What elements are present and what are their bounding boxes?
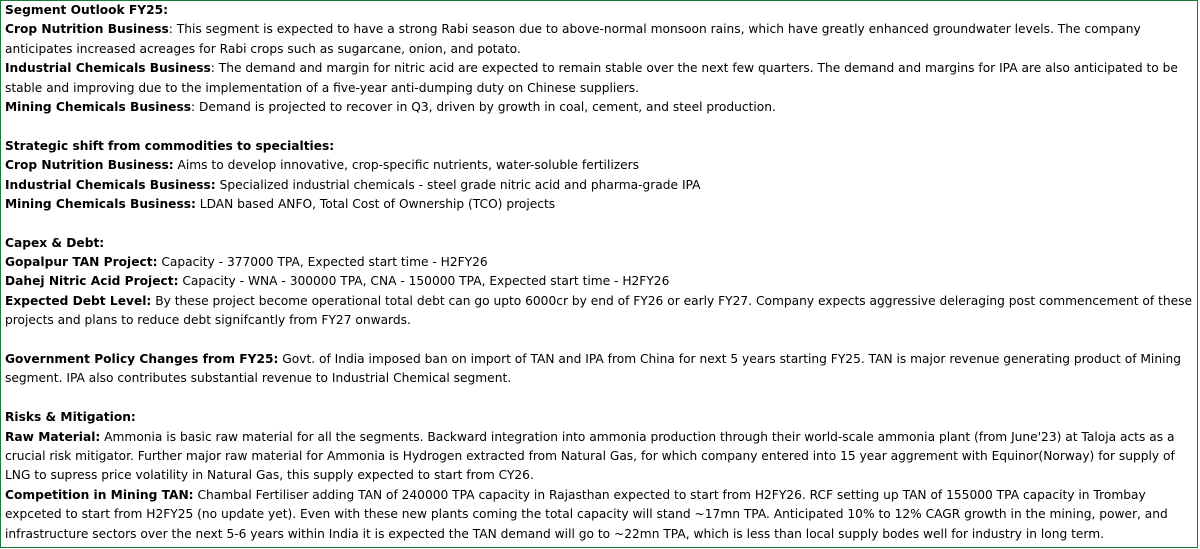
- strategic-crop-text: Aims to develop innovative, crop-specific nutrients, water-soluble fertilizers: [173, 158, 640, 173]
- mining-chemicals-text: : Demand is projected to recover in Q3, driven by growth in coal, cement, and steel production.: [191, 99, 776, 114]
- raw-material-line-2: [5, 447, 1193, 466]
- capex-debt-heading-line: [5, 234, 1193, 253]
- government-policy-text: Govt. of India imposed ban on import of TAN and IPA from China for next 5 years starting FY25. TAN is major revenue generating product of Mining: [278, 352, 1181, 367]
- strategic-mining-line: [5, 195, 1193, 214]
- gopalpur-project-text: Capacity - 377000 TPA, Expected start time - H2FY26: [157, 255, 488, 270]
- risks-heading: Risks & Mitigation:: [5, 410, 136, 425]
- expected-debt-line: [5, 292, 1193, 311]
- competition-text-2: expceted to start from H2FY25 (no update yet). Even with these new plants coming the total capacity will stand ~17mn TPA. Anticipated 10% to 12% CAGR growth in the mining, power, and: [5, 507, 1168, 522]
- strategic-crop-line: [5, 156, 1193, 175]
- government-policy-line-2: [5, 369, 1193, 388]
- raw-material-label: Raw Material:: [5, 429, 101, 444]
- competition-text: Chambal Fertiliser adding TAN of 240000 TPA capacity in Rajasthan expected to start from H2FY26. RCF setting up TAN of 155000 TPA capacity in Trombay: [193, 487, 1146, 502]
- expected-debt-line-2: [5, 311, 1193, 330]
- crop-nutrition-outlook-line: [5, 20, 1193, 39]
- industrial-chemicals-outlook-line-2: [5, 79, 1193, 98]
- mining-chemicals-outlook-line: [5, 98, 1193, 117]
- crop-nutrition-text: : This segment is expected to have a strong Rabi season due to above-normal monsoon rains, which have greatly enhanced groundwater levels. The company: [168, 22, 1141, 37]
- raw-material-line-3: [5, 466, 1193, 485]
- strategic-mining-label: Mining Chemicals Business:: [5, 196, 196, 211]
- industrial-chemicals-text-2: stable and improving due to the implementation of a five-year anti-dumping duty on Chinese suppliers.: [5, 80, 640, 95]
- gopalpur-project-label: Gopalpur TAN Project:: [5, 255, 158, 270]
- capex-debt-heading: Capex & Debt:: [5, 235, 105, 250]
- industrial-chemicals-label: Industrial Chemicals Business: [5, 61, 211, 76]
- raw-material-text-2: crucial risk mitigator. Further major raw material for Ammonia is Hydrogen extracted from Natural Gas, for which company entered into 15 year aggrement with Equinor(Norway) for supply of: [5, 448, 1175, 463]
- segment-outlook-heading-line: [5, 1, 1193, 20]
- competition-line: [5, 486, 1193, 505]
- crop-nutrition-outlook-line-2: [5, 40, 1193, 59]
- segment-outlook-heading: Segment Outlook FY25:: [5, 3, 169, 17]
- risks-heading-line: [5, 408, 1193, 427]
- spacer: [5, 117, 1193, 136]
- dahej-project-text: Capacity - WNA - 300000 TPA, CNA - 150000 TPA, Expected start time - H2FY26: [178, 274, 670, 289]
- competition-text-3: infrastructure sectors over the next 5-6 years within India it is expected the TAN demand will go to ~22mn TPA, which is less than local supply bodes well for industry in long term.: [5, 526, 1105, 541]
- strategic-shift-heading-line: [5, 137, 1193, 156]
- spacer: [5, 331, 1193, 350]
- raw-material-line: [5, 428, 1193, 447]
- raw-material-text-3: LNG to supress price volatility in Natural Gas, this supply expected to start from CY26.: [5, 468, 534, 483]
- competition-label: Competition in Mining TAN:: [5, 487, 194, 502]
- competition-line-2: [5, 505, 1193, 524]
- dahej-project-line: [5, 272, 1193, 291]
- strategic-industrial-label: Industrial Chemicals Business:: [5, 177, 216, 192]
- gopalpur-project-line: [5, 253, 1193, 272]
- spacer: [5, 214, 1193, 233]
- strategic-mining-text: LDAN based ANFO, Total Cost of Ownership (TCO) projects: [195, 196, 556, 211]
- spacer: [5, 389, 1193, 408]
- mining-chemicals-label: Mining Chemicals Business: [5, 99, 192, 114]
- crop-nutrition-text-2: anticipates increased acreages for Rabi crops such as sugarcane, onion, and potato.: [5, 41, 521, 56]
- crop-nutrition-label: Crop Nutrition Business: [5, 22, 169, 37]
- raw-material-text: Ammonia is basic raw material for all the segments. Backward integration into ammonia production through their world-scale ammonia plant (from June'23) at Taloja acts as a: [100, 429, 1175, 444]
- government-policy-line: [5, 350, 1193, 369]
- strategic-shift-heading: Strategic shift from commodities to specialties:: [5, 138, 335, 153]
- strategic-industrial-line: [5, 176, 1193, 195]
- government-policy-text-2: segment. IPA also contributes substantial revenue to Industrial Chemical segment.: [5, 371, 512, 386]
- expected-debt-text-2: projects and plans to reduce debt signifcantly from FY27 onwards.: [5, 313, 411, 328]
- dahej-project-label: Dahej Nitric Acid Project:: [5, 274, 179, 289]
- competition-line-3: [5, 525, 1193, 544]
- industrial-chemicals-outlook-line: [5, 59, 1193, 78]
- government-policy-label: Government Policy Changes from FY25:: [5, 352, 279, 367]
- industrial-chemicals-text: : The demand and margin for nitric acid are expected to remain stable over the next few quarters. The demand and margins for IPA are also anticipated to be: [210, 61, 1178, 76]
- expected-debt-label: Expected Debt Level:: [5, 293, 152, 308]
- strategic-crop-label: Crop Nutrition Business:: [5, 158, 174, 173]
- expected-debt-text: By these project become operational total debt can go upto 6000cr by end of FY26 or early FY27. Company expects aggressive deleraging post commencement of these: [151, 293, 1192, 308]
- strategic-industrial-text: Specialized industrial chemicals - steel grade nitric acid and pharma-grade IPA: [215, 177, 701, 192]
